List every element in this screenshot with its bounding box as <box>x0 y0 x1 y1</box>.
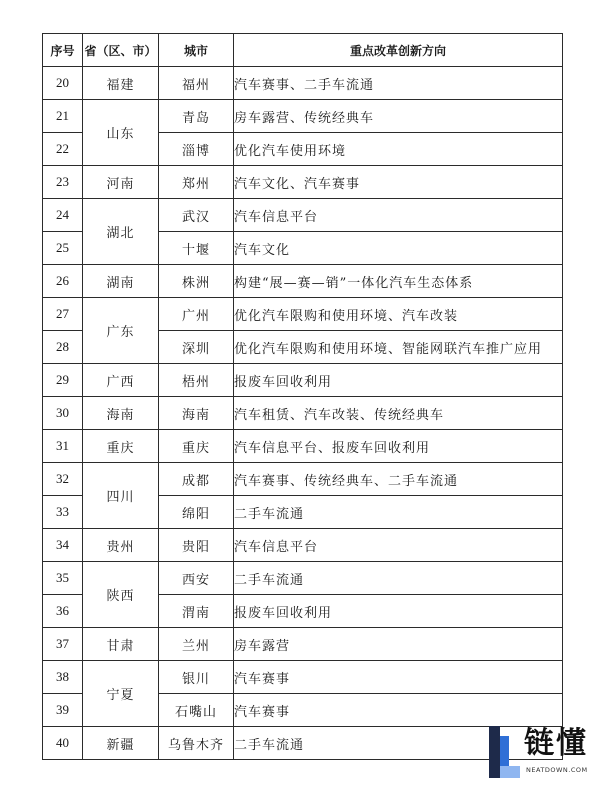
city-cell: 西安 <box>159 562 234 595</box>
province-cell: 四川 <box>83 463 159 529</box>
city-cell: 海南 <box>159 397 234 430</box>
direction-cell: 汽车信息平台 <box>234 529 563 562</box>
direction-cell: 汽车赛事 <box>234 661 563 694</box>
city-cell: 深圳 <box>159 331 234 364</box>
province-cell: 贵州 <box>83 529 159 562</box>
table-body <box>43 67 563 760</box>
table-row <box>43 529 563 562</box>
row-number: 27 <box>43 298 83 331</box>
city-cell: 成都 <box>159 463 234 496</box>
city-cell: 兰州 <box>159 628 234 661</box>
direction-cell: 汽车信息平台、报废车回收利用 <box>234 430 563 463</box>
province-cell: 新疆 <box>83 727 159 760</box>
row-number: 36 <box>43 595 83 628</box>
city-cell: 郑州 <box>159 166 234 199</box>
header-direction: 重点改革创新方向 <box>234 34 563 67</box>
direction-cell: 汽车赛事、二手车流通 <box>234 67 563 100</box>
header-province: 省（区、市） <box>83 34 159 67</box>
direction-cell: 优化汽车使用环境 <box>234 133 563 166</box>
direction-cell: 报废车回收利用 <box>234 364 563 397</box>
direction-cell: 汽车文化、汽车赛事 <box>234 166 563 199</box>
direction-cell: 汽车信息平台 <box>234 199 563 232</box>
table-row <box>43 364 563 397</box>
table-header-row <box>43 34 563 67</box>
table-row <box>43 463 563 496</box>
direction-cell: 汽车租赁、汽车改装、传统经典车 <box>234 397 563 430</box>
city-cell: 石嘴山 <box>159 694 234 727</box>
province-cell: 陕西 <box>83 562 159 628</box>
row-number: 31 <box>43 430 83 463</box>
row-number: 22 <box>43 133 83 166</box>
province-cell: 广西 <box>83 364 159 397</box>
row-number: 21 <box>43 100 83 133</box>
city-cell: 梧州 <box>159 364 234 397</box>
table-row <box>43 100 563 133</box>
city-cell: 十堰 <box>159 232 234 265</box>
direction-cell: 构建“展—赛—销”一体化汽车生态体系 <box>234 265 563 298</box>
row-number: 30 <box>43 397 83 430</box>
reform-table <box>42 33 563 760</box>
table-row <box>43 166 563 199</box>
direction-cell: 房车露营、传统经典车 <box>234 100 563 133</box>
table-row <box>43 727 563 760</box>
province-cell: 广东 <box>83 298 159 364</box>
direction-cell: 优化汽车限购和使用环境、汽车改装 <box>234 298 563 331</box>
province-cell: 河南 <box>83 166 159 199</box>
city-cell: 银川 <box>159 661 234 694</box>
city-cell: 福州 <box>159 67 234 100</box>
table-row <box>43 397 563 430</box>
row-number: 29 <box>43 364 83 397</box>
row-number: 26 <box>43 265 83 298</box>
province-cell: 山东 <box>83 100 159 166</box>
header-city: 城市 <box>159 34 234 67</box>
table-row <box>43 661 563 694</box>
row-number: 25 <box>43 232 83 265</box>
direction-cell: 汽车赛事 <box>234 694 563 727</box>
direction-cell: 二手车流通 <box>234 496 563 529</box>
direction-cell: 汽车文化 <box>234 232 563 265</box>
direction-cell: 二手车流通 <box>234 727 563 760</box>
city-cell: 株洲 <box>159 265 234 298</box>
watermark-domain: NEATDOWN.COM <box>526 766 588 774</box>
table-row <box>43 430 563 463</box>
province-cell: 湖北 <box>83 199 159 265</box>
table-row <box>43 628 563 661</box>
row-number: 39 <box>43 694 83 727</box>
province-cell: 重庆 <box>83 430 159 463</box>
row-number: 33 <box>43 496 83 529</box>
neatdown-logo-icon <box>486 722 522 782</box>
province-cell: 甘肃 <box>83 628 159 661</box>
row-number: 34 <box>43 529 83 562</box>
row-number: 35 <box>43 562 83 595</box>
city-cell: 绵阳 <box>159 496 234 529</box>
table-row <box>43 67 563 100</box>
province-cell: 湖南 <box>83 265 159 298</box>
row-number: 23 <box>43 166 83 199</box>
row-number: 24 <box>43 199 83 232</box>
city-cell: 广州 <box>159 298 234 331</box>
city-cell: 乌鲁木齐 <box>159 727 234 760</box>
table-row <box>43 298 563 331</box>
city-cell: 重庆 <box>159 430 234 463</box>
table-row <box>43 562 563 595</box>
row-number: 40 <box>43 727 83 760</box>
city-cell: 贵阳 <box>159 529 234 562</box>
direction-cell: 房车露营 <box>234 628 563 661</box>
table-row <box>43 265 563 298</box>
province-cell: 海南 <box>83 397 159 430</box>
table-row <box>43 199 563 232</box>
row-number: 37 <box>43 628 83 661</box>
row-number: 28 <box>43 331 83 364</box>
watermark-brand: 链懂 <box>524 726 588 761</box>
row-number: 20 <box>43 67 83 100</box>
watermark-logo <box>486 720 600 786</box>
direction-cell: 报废车回收利用 <box>234 595 563 628</box>
city-cell: 渭南 <box>159 595 234 628</box>
city-cell: 淄博 <box>159 133 234 166</box>
row-number: 32 <box>43 463 83 496</box>
city-cell: 武汉 <box>159 199 234 232</box>
row-number: 38 <box>43 661 83 694</box>
city-cell: 青岛 <box>159 100 234 133</box>
direction-cell: 汽车赛事、传统经典车、二手车流通 <box>234 463 563 496</box>
direction-cell: 优化汽车限购和使用环境、智能网联汽车推广应用 <box>234 331 563 364</box>
province-cell: 福建 <box>83 67 159 100</box>
province-cell: 宁夏 <box>83 661 159 727</box>
direction-cell: 二手车流通 <box>234 562 563 595</box>
header-number: 序号 <box>43 34 83 67</box>
